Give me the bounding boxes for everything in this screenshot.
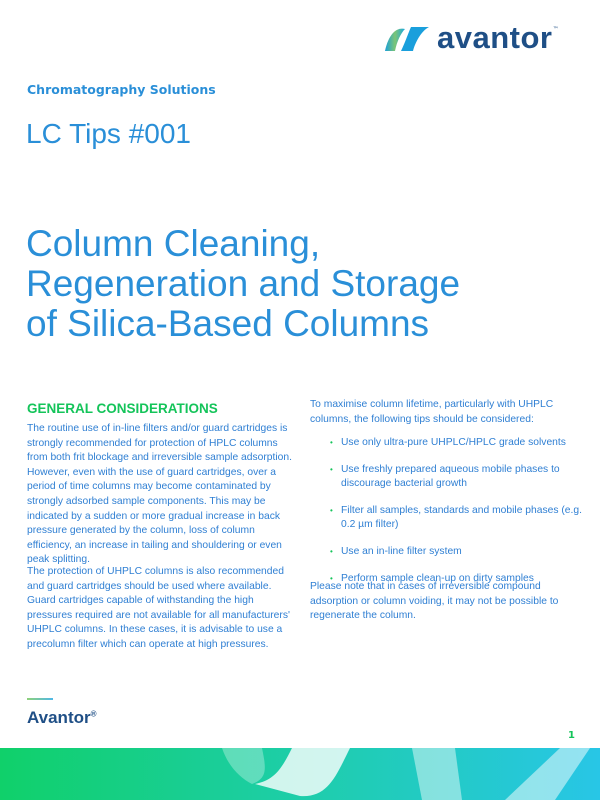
tips-list: [330, 436, 590, 598]
registered-mark: ®: [90, 709, 97, 719]
section-subtitle: Chromatography Solutions: [27, 82, 216, 97]
body-paragraph: The protection of UHPLC columns is also recommended and guard cartridges should be used where available. Guard cartridges capable of withstanding the high pressures required are not available for all manufacturers' UHPLC columns. In these cases, it is advisable to use a precolumn filter which can operate at high pressures.: [27, 566, 290, 650]
series-label: LC Tips #001: [26, 118, 191, 149]
tips-intro: To maximise column lifetime, particularly with UHPLC columns, the following tips should be considered:: [310, 399, 554, 425]
body-paragraph: The routine use of in-line filters and/or guard cartridges is strongly recommended for protection of HPLC columns from both frit blockage and irreversible sample adsorption. However, even with the use of guard cartridges, over a period of time columns may become contaminated by strongly adsorbed sample components. This may be indicated by a sudden or more gradual increase in back pressure generated by the column, loss of column efficiency, an increase in tailing and shouldering or even peak splitting.: [27, 423, 292, 566]
list-item: • Use only ultra-pure UHPLC/HPLC grade solvents: [330, 436, 590, 451]
footer-decorative-band: [0, 748, 600, 800]
footer-divider: [27, 698, 53, 700]
page-number: 1: [568, 730, 575, 741]
list-item: • Perform sample clean-up on dirty samples: [330, 572, 590, 587]
note-paragraph: Please note that in cases of irreversible compound adsorption or column voiding, it may not be possible to regenerate the column.: [310, 581, 559, 622]
general-considerations-heading: GENERAL CONSIDERATIONS: [27, 401, 218, 416]
ribbon-decoration-icon: [0, 748, 600, 800]
footer-brand: [27, 708, 97, 728]
page-title: Column Cleaning, Regeneration and Storage of Silica-Based Columns: [26, 223, 461, 344]
list-item: • Use an in-line filter system: [330, 545, 590, 560]
brand-name: Avantor: [27, 708, 91, 727]
list-item: • Filter all samples, standards and mobile phases (e.g. 0.2 µm filter): [330, 504, 590, 533]
avantor-logo: avantor ™: [383, 22, 558, 53]
list-item: • Use freshly prepared aqueous mobile phases to discourage bacterial growth: [330, 463, 590, 492]
avantor-mark-icon: [383, 23, 431, 53]
